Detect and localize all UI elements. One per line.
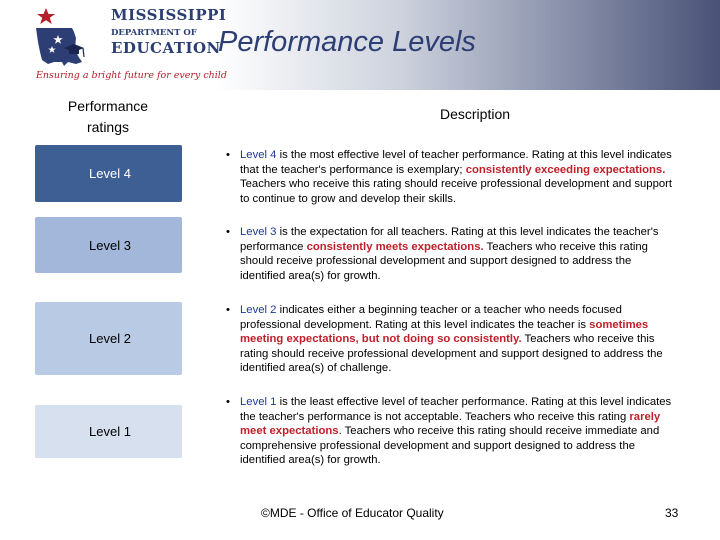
emphasis-text: rarely meet expectations — [240, 410, 661, 437]
footer-credit: ©MDE - Office of Educator Quality — [261, 506, 444, 520]
bullet: • — [226, 304, 230, 316]
logo-line-1: MISSISSIPPI — [111, 6, 227, 24]
logo-line-2: DEPARTMENT OF — [111, 28, 197, 38]
logo-line-3: EDUCATION — [111, 39, 221, 57]
level-name: Level 4 — [240, 149, 277, 161]
level-2-label: Level 2 — [89, 331, 131, 346]
description-column-header: Description — [439, 106, 511, 122]
bullet: • — [226, 226, 230, 238]
level-name: Level 1 — [240, 396, 277, 408]
bullet: • — [226, 149, 230, 161]
mde-logo — [28, 4, 227, 84]
description-text: is the expectation for all teachers. Rating at this level indicates the teacher's performance — [240, 226, 659, 253]
level-name: Level 2 — [240, 304, 277, 316]
ratings-header-line-1: Performance — [67, 98, 149, 114]
level-4-label: Level 4 — [89, 166, 131, 181]
level-3-box — [35, 217, 182, 273]
page-number: 33 — [665, 506, 679, 520]
mississippi-map-icon — [28, 4, 108, 70]
level-1-label: Level 1 — [89, 424, 131, 439]
ratings-header-line-2: ratings — [86, 119, 130, 135]
bullet: • — [226, 396, 230, 408]
level-2-box — [35, 302, 182, 375]
description-text: is the least effective level of teacher performance. Rating at this level indicates the teacher's performance is not acceptable. Teachers who receive this rating — [240, 396, 672, 423]
description-text: indicates either a beginning teacher or a teacher who needs focused professional development. Rating at this level indicates the teacher is — [240, 304, 622, 331]
emphasis-text: sometimes meeting expectations, but not doing so consistently. — [240, 318, 649, 345]
page-title: Performance Levels — [218, 26, 476, 58]
level-1-box — [35, 405, 182, 458]
level-2-description — [226, 303, 676, 376]
level-name: Level 3 — [240, 226, 277, 238]
level-3-label: Level 3 — [89, 237, 131, 253]
description-text: Teachers who receive this rating should receive professional development and support designed to address the identified area(s) for growth. — [240, 240, 648, 282]
emphasis-text: consistently exceeding expectations. — [465, 163, 666, 176]
description-text: . Teachers who receive this rating should receive immediate and comprehensive professional development and support designed to address the identified area(s) for growth. — [240, 425, 660, 466]
level-3-description — [226, 225, 676, 283]
description-text: Teachers who receive this rating should receive professional development and support designed to address the identified area(s) of challenge. — [240, 333, 663, 374]
emphasis-text: consistently meets expectations. — [306, 240, 484, 253]
description-text: is the most effective level of teacher performance. Rating at this level indicates that the teacher's performance is exemplary; — [240, 149, 672, 176]
description-text: Teachers who receive this rating should receive professional development and support to continue to grow and develop their skills. — [240, 178, 673, 205]
level-4-description — [226, 148, 676, 206]
logo-tagline: Ensuring a bright future for every child — [36, 70, 227, 81]
ratings-column-header — [48, 96, 168, 138]
level-1-description — [226, 395, 676, 468]
level-4-box — [35, 145, 182, 202]
